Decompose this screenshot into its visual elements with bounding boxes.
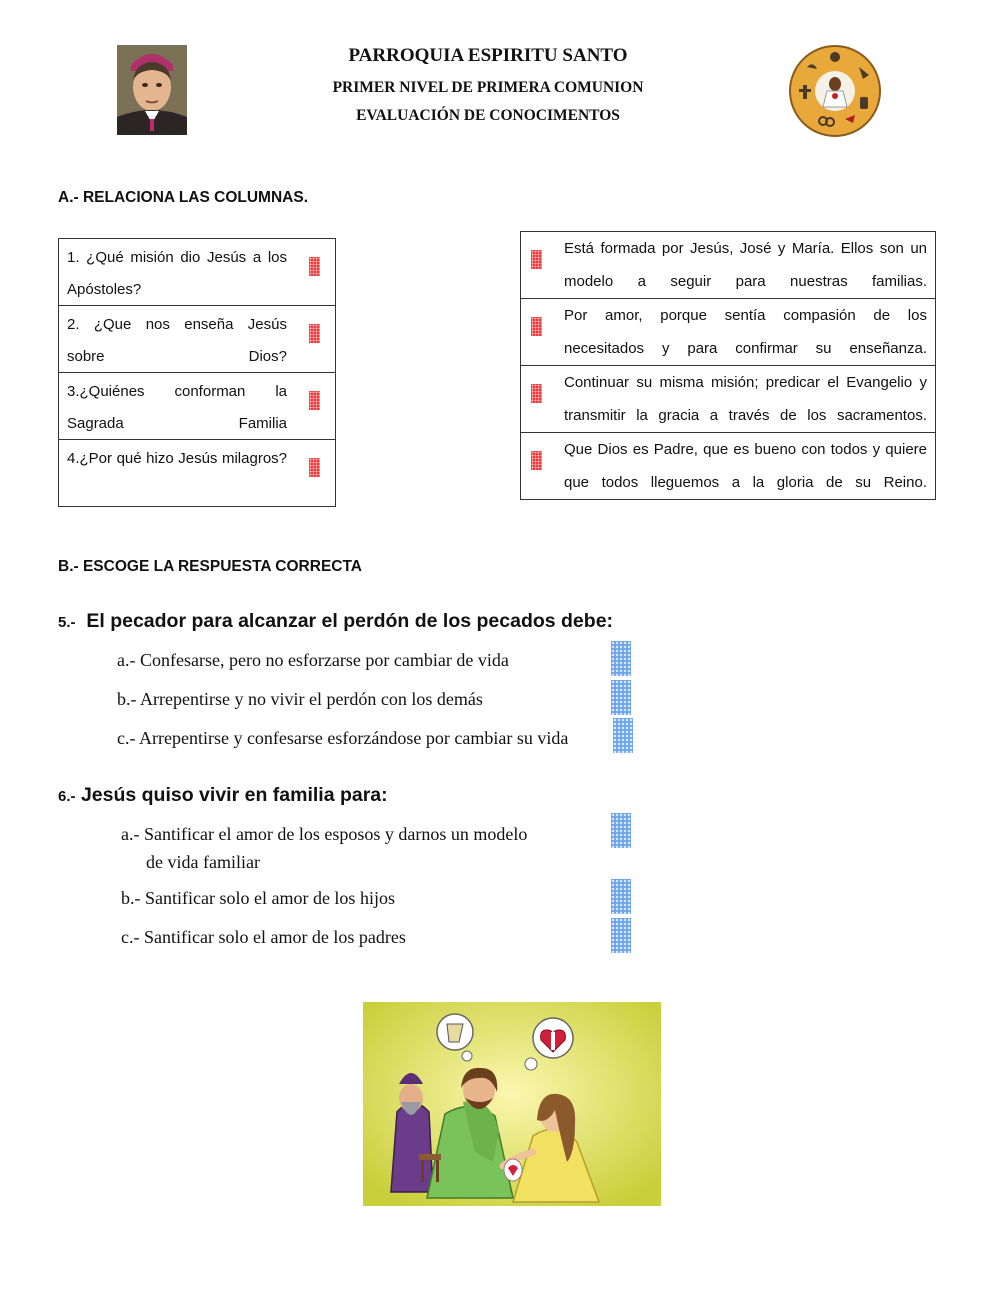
question-6-text: Jesús quiso vivir en familia para: [80,784,388,806]
section-a-title: A.- RELACIONA LAS COLUMNAS. [58,189,308,206]
match-marker[interactable] [309,257,320,276]
match-marker[interactable] [531,451,542,470]
answer-text: Continuar su misma misión; predicar el Evangelio y transmitir la gracia a través de los sacramentos. [564,374,927,424]
q5-option-b: b.- Arrepentirse y no vivir el perdón con los demás [117,689,483,709]
question-cell [59,440,335,506]
table-row [59,239,336,306]
q6-option-c: c.- Santificar solo el amor de los padres [121,927,406,947]
q5-choice-box-a[interactable] [611,641,631,676]
q6-option-a: a.- Santificar el amor de los esposos y darnos un modelo [121,824,528,844]
table-row [521,433,936,500]
match-marker[interactable] [309,324,320,343]
answer-cell [521,299,935,365]
question-text: 4.¿Por qué hizo Jesús milagros? [67,450,287,467]
question-6-number: 6.- [58,788,76,805]
answer-text: Que Dios es Padre, que es bueno con todos y quiere que todos lleguemos a la gloria de su Reino. [564,441,927,491]
q5-option-a: a.- Confesarse, pero no esforzarse por cambiar de vida [117,650,509,670]
table-row [521,232,936,299]
match-marker[interactable] [531,384,542,403]
answers-table [520,231,936,500]
q6-choice-box-a[interactable] [611,813,631,848]
question-5-number: 5.- [58,614,76,631]
forgiveness-illustration [363,1002,661,1206]
question-text: 1. ¿Qué misión dio Jesús a los Apóstoles? [67,249,287,298]
q5-choice-box-c[interactable] [613,718,633,753]
parish-title: PARROQUIA ESPIRITU SANTO [348,45,628,66]
table-row [521,299,936,366]
q6-choice-box-c[interactable] [611,918,631,953]
q6-choice-box-b[interactable] [611,879,631,914]
evaluation-subtitle: EVALUACIÓN DE CONOCIMENTOS [356,107,620,124]
table-row [521,366,936,433]
answer-cell [521,232,935,298]
q5-option-c: c.- Arrepentirse y confesarse esforzándose por cambiar su vida [117,728,569,748]
sacraments-emblem [789,45,881,137]
question-text: 2. ¿Que nos enseña Jesús sobre Dios? [67,316,287,365]
match-marker[interactable] [309,458,320,477]
q5-choice-box-b[interactable] [611,680,631,715]
q6-option-a-continued: de vida familiar [146,852,260,872]
answer-text: Está formada por Jesús, José y María. Ellos son un modelo a seguir para nuestras familias. [564,240,927,290]
table-row [59,306,336,373]
question-5 [58,610,613,633]
level-subtitle: PRIMER NIVEL DE PRIMERA COMUNION [332,79,644,96]
answer-text: Por amor, porque sentía compasión de los necesitados y para confirmar su enseñanza. [564,307,927,357]
q6-option-b: b.- Santificar solo el amor de los hijos [121,888,395,908]
questions-table [58,238,336,507]
question-5-text: El pecador para alcanzar el perdón de los pecados debe: [86,610,614,632]
table-row [59,440,336,507]
question-cell [59,306,335,372]
match-marker[interactable] [309,391,320,410]
question-6 [58,784,388,807]
section-b-title: B.- ESCOGE LA RESPUESTA CORRECTA [58,558,362,575]
answer-cell [521,433,935,499]
question-cell [59,373,335,439]
match-marker[interactable] [531,250,542,269]
answer-cell [521,366,935,432]
question-text: 3.¿Quiénes conforman la Sagrada Familia [67,383,287,432]
match-marker[interactable] [531,317,542,336]
table-row [59,373,336,440]
question-cell [59,239,335,305]
